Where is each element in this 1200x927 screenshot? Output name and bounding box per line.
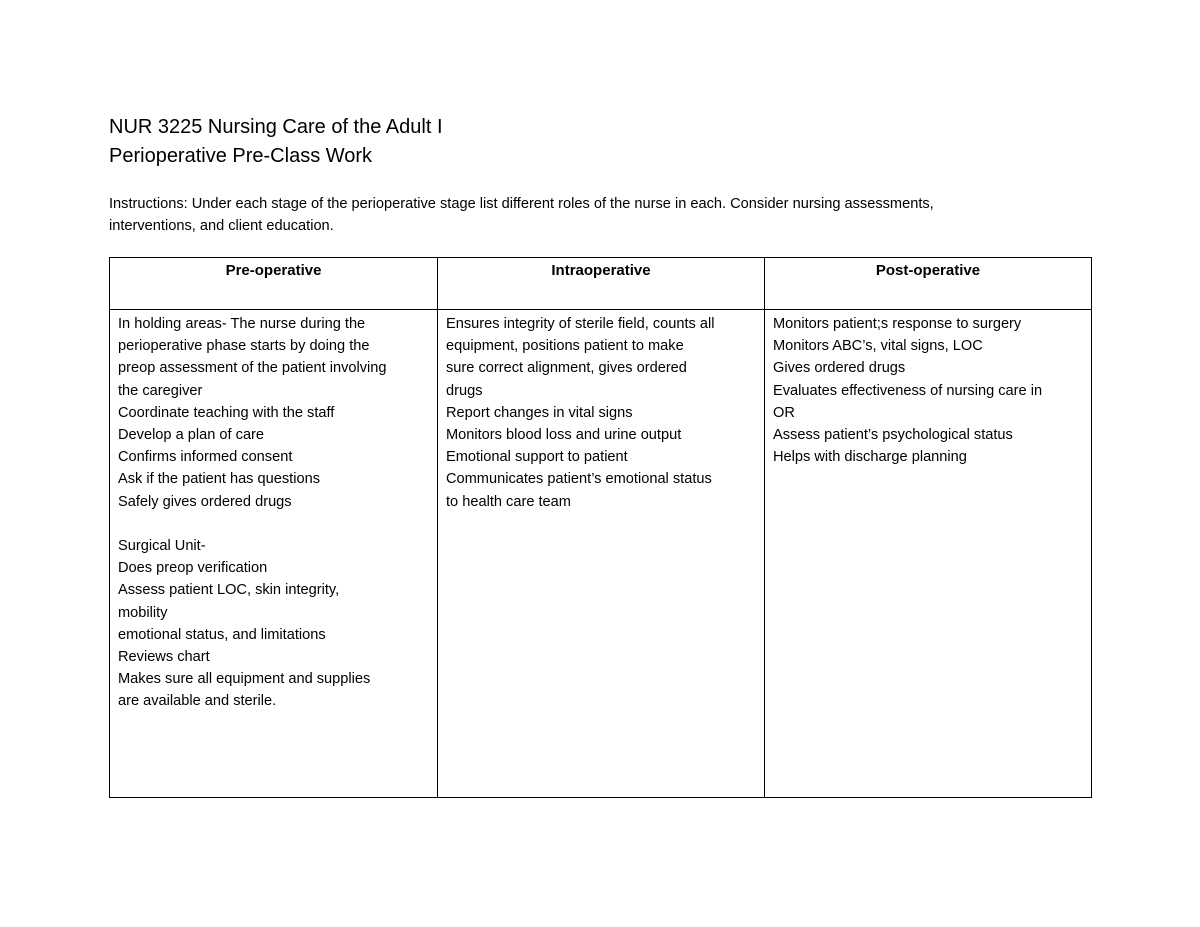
table-header-row xyxy=(110,258,1092,310)
instructions xyxy=(109,193,1069,237)
assignment-title: Perioperative Pre-Class Work xyxy=(109,145,373,167)
list-item: sure correct alignment, gives ordered xyxy=(446,360,687,377)
list-item: Does preop verification xyxy=(118,560,268,577)
list-item: Monitors blood loss and urine output xyxy=(446,427,682,444)
list-item: preop assessment of the patient involving xyxy=(118,360,387,377)
list-item: Evaluates effectiveness of nursing care in xyxy=(773,382,1043,399)
header-preoperative: Pre-operative xyxy=(110,258,438,310)
intraoperative-cell xyxy=(438,310,765,798)
list-item: mobility xyxy=(118,604,168,621)
list-item: Confirms informed consent xyxy=(118,449,293,466)
list-item: OR xyxy=(773,404,795,421)
list-item: the caregiver xyxy=(118,382,203,399)
list-item: Ensures integrity of sterile field, counts all xyxy=(446,316,715,332)
list-item: Communicates patient’s emotional status xyxy=(446,471,712,488)
list-item: emotional status, and limitations xyxy=(118,626,326,643)
list-item: equipment, positions patient to make xyxy=(446,338,684,355)
header-postoperative: Post-operative xyxy=(765,258,1092,310)
document-title xyxy=(109,113,443,171)
list-item: Assess patient LOC, skin integrity, xyxy=(118,582,340,599)
instructions-line: interventions, and client education. xyxy=(109,218,334,234)
instructions-line: Instructions: Under each stage of the perioperative stage list different roles of the nurse in each. Consider nursing assessments, xyxy=(109,196,934,212)
list-item: Monitors patient;s response to surgery xyxy=(773,316,1022,332)
list-item: Reviews chart xyxy=(118,649,210,666)
list-item: Helps with discharge planning xyxy=(773,449,967,466)
table-row xyxy=(110,310,1092,798)
list-item: Surgical Unit- xyxy=(118,538,206,555)
list-item: Report changes in vital signs xyxy=(446,404,633,421)
list-item: Gives ordered drugs xyxy=(773,360,906,377)
course-title: NUR 3225 Nursing Care of the Adult I xyxy=(109,116,443,138)
header-intraoperative: Intraoperative xyxy=(438,258,765,310)
perioperative-stages-table xyxy=(109,257,1092,798)
list-item: Safely gives ordered drugs xyxy=(118,493,292,510)
list-item: perioperative phase starts by doing the xyxy=(118,338,370,355)
list-item: are available and sterile. xyxy=(118,693,277,710)
list-item: In holding areas- The nurse during the xyxy=(118,316,366,332)
list-item xyxy=(118,513,431,535)
list-item: drugs xyxy=(446,382,483,399)
list-item: Makes sure all equipment and supplies xyxy=(118,671,371,688)
postoperative-cell xyxy=(765,310,1092,798)
list-item: Ask if the patient has questions xyxy=(118,471,321,488)
list-item: Develop a plan of care xyxy=(118,427,265,444)
list-item: Coordinate teaching with the staff xyxy=(118,404,335,421)
preoperative-cell xyxy=(110,310,438,798)
list-item: to health care team xyxy=(446,493,571,510)
list-item: Assess patient’s psychological status xyxy=(773,427,1013,444)
list-item: Monitors ABC’s, vital signs, LOC xyxy=(773,338,983,355)
list-item: Emotional support to patient xyxy=(446,449,628,466)
